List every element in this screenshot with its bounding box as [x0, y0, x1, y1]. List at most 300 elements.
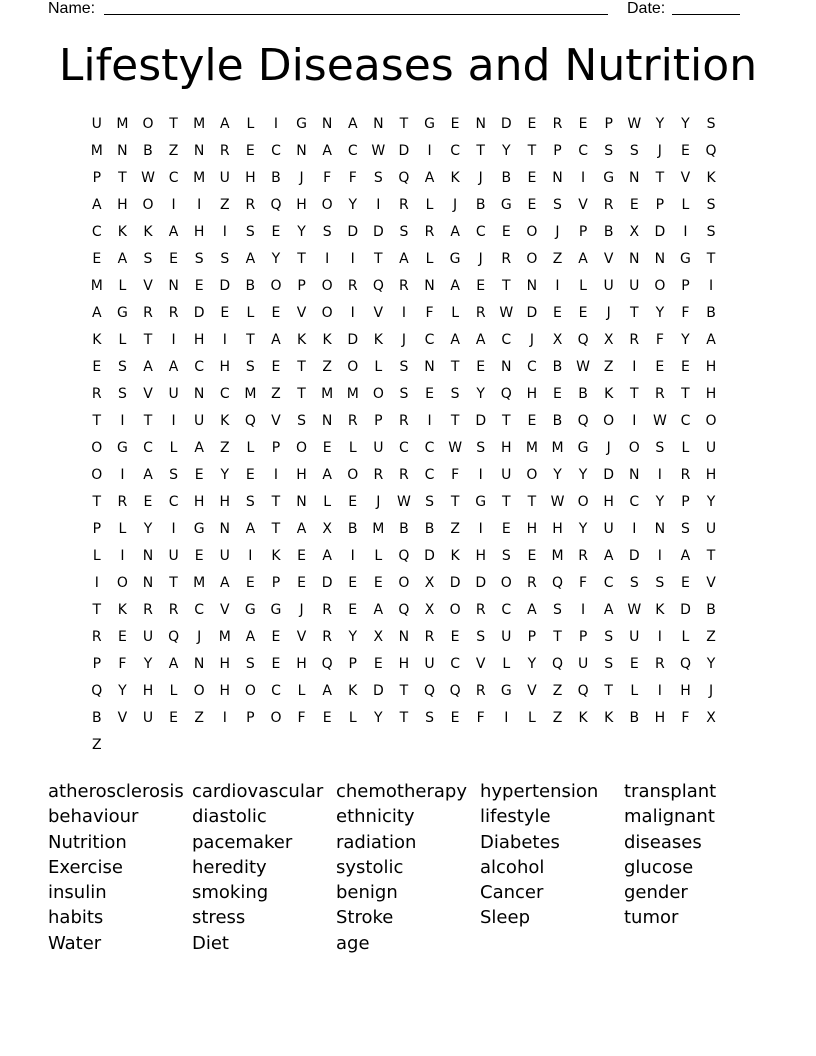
- grid-letter: R: [654, 386, 665, 402]
- grid-letter: L: [527, 710, 536, 726]
- grid-letter: O: [321, 278, 333, 294]
- grid-letter: O: [500, 575, 512, 591]
- grid-letter: Y: [655, 494, 665, 510]
- grid-letter: Z: [706, 629, 716, 645]
- grid-letter: H: [398, 656, 410, 672]
- grid-letter: O: [398, 575, 410, 591]
- grid-letter: N: [142, 548, 154, 564]
- grid-letter: R: [399, 467, 409, 483]
- grid-letter: O: [270, 710, 282, 726]
- grid-letter: S: [604, 656, 614, 672]
- word-list-item: transplant: [624, 781, 717, 802]
- grid-letter: Y: [706, 494, 716, 510]
- grid-letter: Y: [578, 467, 588, 483]
- grid-letter: B: [143, 143, 153, 159]
- grid-letter: Q: [168, 629, 180, 645]
- word-list-item: Stroke: [336, 907, 394, 929]
- grid-letter: Y: [348, 629, 358, 645]
- grid-letter: V: [603, 251, 614, 267]
- grid-letter: D: [475, 413, 487, 429]
- grid-letter: E: [297, 548, 306, 564]
- grid-letter: W: [576, 359, 590, 375]
- grid-letter: F: [451, 467, 460, 483]
- grid-letter: E: [501, 521, 511, 537]
- grid-letter: Z: [450, 521, 460, 537]
- grid-letter: B: [347, 521, 358, 537]
- grid-letter: T: [399, 683, 409, 699]
- grid-letter: E: [271, 359, 281, 375]
- grid-letter: E: [92, 251, 102, 267]
- grid-letter: Z: [168, 143, 179, 159]
- grid-letter: E: [373, 575, 383, 591]
- grid-letter: M: [244, 386, 257, 402]
- grid-letter: C: [271, 143, 281, 159]
- grid-letter: I: [248, 548, 253, 564]
- grid-letter: D: [603, 467, 615, 483]
- grid-letter: L: [630, 683, 639, 699]
- grid-letter: Q: [270, 197, 282, 213]
- grid-letter: Q: [398, 548, 410, 564]
- grid-letter: E: [527, 413, 537, 429]
- grid-letter: H: [219, 683, 231, 699]
- grid-letter: S: [117, 359, 127, 375]
- grid-letter: N: [142, 575, 154, 591]
- grid-letter: R: [424, 629, 435, 645]
- grid-letter: S: [117, 386, 127, 402]
- grid-letter: I: [708, 278, 714, 294]
- grid-letter: U: [219, 170, 230, 186]
- grid-letter: E: [297, 575, 306, 591]
- grid-letter: Z: [219, 197, 230, 213]
- grid-letter: U: [219, 548, 230, 564]
- grid-letter: E: [578, 116, 588, 132]
- grid-letter: F: [681, 710, 690, 726]
- grid-letter: T: [450, 359, 460, 375]
- grid-letter: O: [244, 683, 256, 699]
- word-list-item: insulin: [48, 882, 107, 904]
- grid-letter: F: [323, 170, 332, 186]
- grid-letter: D: [680, 602, 691, 618]
- grid-letter: T: [271, 521, 281, 537]
- grid-letter: O: [270, 278, 282, 294]
- grid-letter: E: [476, 359, 486, 375]
- grid-letter: T: [297, 251, 306, 267]
- grid-letter: S: [399, 224, 409, 240]
- grid-letter: M: [372, 521, 385, 537]
- grid-letter: S: [629, 143, 639, 159]
- grid-letter: K: [373, 332, 383, 348]
- grid-letter: T: [681, 386, 690, 402]
- grid-letter: T: [502, 413, 511, 429]
- grid-letter: S: [245, 359, 255, 375]
- grid-letter: O: [372, 386, 384, 402]
- grid-letter: E: [578, 305, 588, 321]
- grid-letter: T: [706, 548, 716, 564]
- grid-letter: D: [526, 305, 538, 321]
- word-list-item: Sleep: [480, 907, 531, 929]
- grid-letter: T: [450, 494, 460, 510]
- grid-letter: Y: [681, 116, 690, 132]
- grid-letter: J: [478, 251, 483, 267]
- grid-letter: R: [347, 413, 358, 429]
- grid-letter: I: [504, 710, 509, 726]
- grid-letter: E: [348, 575, 358, 591]
- grid-letter: W: [627, 116, 642, 132]
- grid-letter: H: [680, 683, 691, 699]
- grid-letter: J: [478, 170, 483, 186]
- grid-letter: L: [348, 710, 357, 726]
- grid-letter: Q: [424, 683, 436, 699]
- grid-letter: Y: [143, 521, 153, 537]
- grid-letter: N: [629, 251, 640, 267]
- grid-letter: P: [297, 278, 306, 294]
- grid-letter: E: [629, 197, 639, 213]
- grid-letter: A: [117, 251, 128, 267]
- grid-letter: N: [193, 386, 205, 402]
- grid-letter: N: [398, 629, 410, 645]
- grid-letter: A: [245, 629, 256, 645]
- grid-letter: R: [347, 278, 358, 294]
- grid-letter: X: [424, 602, 435, 618]
- grid-letter: A: [578, 251, 588, 267]
- grid-letter: R: [168, 602, 179, 618]
- grid-letter: L: [681, 629, 690, 645]
- grid-letter: H: [193, 332, 205, 348]
- grid-letter: I: [171, 197, 176, 213]
- grid-letter: U: [629, 629, 640, 645]
- grid-letter: S: [220, 251, 230, 267]
- grid-letter: T: [450, 413, 460, 429]
- word-list-item: lifestyle: [480, 806, 551, 828]
- grid-letter: J: [555, 224, 560, 240]
- grid-letter: D: [449, 575, 461, 591]
- grid-letter: J: [401, 332, 406, 348]
- grid-letter: I: [94, 575, 99, 591]
- grid-letter: O: [628, 440, 640, 456]
- grid-letter: Q: [577, 413, 589, 429]
- grid-letter: M: [90, 278, 103, 294]
- grid-letter: P: [271, 575, 281, 591]
- grid-letter: D: [398, 143, 410, 159]
- grid-letter: C: [399, 440, 409, 456]
- word-list-item: Diet: [192, 932, 229, 954]
- grid-letter: K: [117, 224, 127, 240]
- grid-letter: Y: [553, 467, 562, 483]
- grid-letter: I: [581, 602, 586, 618]
- grid-letter: S: [399, 359, 409, 375]
- grid-letter: B: [552, 359, 563, 375]
- grid-letter: A: [373, 602, 384, 618]
- grid-letter: N: [629, 467, 640, 483]
- grid-letter: I: [478, 521, 483, 537]
- grid-letter: H: [245, 170, 256, 186]
- grid-letter: A: [245, 251, 256, 267]
- grid-letter: H: [705, 386, 717, 402]
- grid-letter: A: [450, 224, 460, 240]
- grid-letter: A: [322, 548, 332, 564]
- grid-letter: P: [374, 413, 383, 429]
- grid-letter: V: [271, 413, 281, 429]
- grid-letter: P: [348, 656, 357, 672]
- grid-letter: H: [552, 521, 563, 537]
- grid-letter: Q: [679, 656, 691, 672]
- grid-letter: T: [629, 305, 639, 321]
- grid-letter: R: [475, 602, 486, 618]
- grid-letter: A: [296, 521, 307, 537]
- grid-letter: Q: [577, 332, 589, 348]
- grid-letter: E: [169, 710, 178, 726]
- grid-letter: V: [143, 386, 153, 402]
- grid-letter: E: [476, 278, 486, 294]
- grid-letter: O: [296, 440, 308, 456]
- grid-letter: H: [219, 656, 231, 672]
- grid-letter: T: [706, 251, 716, 267]
- grid-letter: K: [271, 548, 281, 564]
- grid-letter: P: [553, 143, 562, 159]
- grid-letter: C: [347, 143, 358, 159]
- grid-letter: I: [657, 683, 662, 699]
- word-list-item: Cancer: [480, 882, 544, 904]
- grid-letter: T: [246, 332, 255, 348]
- grid-letter: Q: [244, 413, 256, 429]
- grid-letter: O: [91, 440, 103, 456]
- grid-letter: T: [502, 278, 511, 294]
- grid-letter: M: [525, 440, 538, 456]
- grid-letter: X: [629, 224, 640, 240]
- grid-letter: T: [118, 170, 127, 186]
- grid-letter: J: [376, 494, 381, 510]
- grid-letter: O: [91, 467, 103, 483]
- grid-letter: J: [299, 602, 304, 618]
- grid-letter: R: [603, 197, 614, 213]
- grid-letter: Y: [578, 521, 588, 537]
- grid-letter: Z: [219, 440, 230, 456]
- grid-letter: I: [222, 224, 227, 240]
- grid-letter: Q: [398, 170, 410, 186]
- grid-letter: K: [143, 224, 153, 240]
- grid-letter: I: [657, 548, 662, 564]
- grid-letter: T: [374, 251, 383, 267]
- grid-letter: S: [245, 224, 255, 240]
- word-list-item: glucose: [624, 856, 694, 878]
- grid-letter: E: [450, 116, 460, 132]
- grid-letter: D: [372, 224, 384, 240]
- grid-letter: G: [116, 305, 128, 321]
- grid-letter: D: [347, 332, 359, 348]
- grid-letter: Z: [603, 359, 614, 375]
- grid-letter: I: [222, 710, 227, 726]
- grid-letter: U: [168, 386, 179, 402]
- date-field[interactable]: [672, 14, 740, 15]
- grid-letter: E: [271, 305, 281, 321]
- grid-letter: I: [581, 170, 586, 186]
- grid-letter: F: [681, 305, 690, 321]
- grid-letter: V: [143, 278, 153, 294]
- grid-letter: L: [681, 440, 690, 456]
- grid-letter: E: [220, 305, 230, 321]
- grid-letter: C: [603, 575, 614, 591]
- grid-letter: G: [500, 683, 512, 699]
- grid-letter: Y: [143, 656, 153, 672]
- grid-letter: D: [193, 305, 205, 321]
- grid-letter: P: [92, 521, 102, 537]
- grid-letter: H: [654, 710, 666, 726]
- grid-letter: T: [604, 683, 613, 699]
- grid-letter: E: [681, 359, 690, 375]
- grid-letter: V: [578, 197, 588, 213]
- grid-letter: A: [219, 116, 230, 132]
- word-list-item: diastolic: [192, 806, 267, 828]
- grid-letter: M: [193, 116, 206, 132]
- grid-letter: M: [193, 170, 206, 186]
- word-list-item: habits: [48, 907, 104, 929]
- grid-letter: N: [501, 359, 512, 375]
- grid-letter: H: [526, 521, 538, 537]
- grid-letter: K: [604, 386, 614, 402]
- grid-letter: Y: [527, 656, 537, 672]
- grid-letter: E: [553, 386, 562, 402]
- grid-letter: N: [321, 116, 333, 132]
- grid-letter: C: [424, 332, 435, 348]
- grid-letter: Q: [551, 656, 563, 672]
- grid-letter: B: [271, 170, 281, 186]
- grid-letter: I: [350, 251, 355, 267]
- grid-letter: I: [273, 116, 279, 132]
- grid-letter: P: [681, 494, 690, 510]
- grid-letter: T: [92, 602, 102, 618]
- grid-letter: I: [401, 305, 406, 321]
- grid-letter: Y: [118, 683, 127, 699]
- grid-letter: R: [399, 413, 409, 429]
- grid-letter: N: [219, 521, 230, 537]
- grid-letter: G: [603, 170, 615, 186]
- grid-letter: I: [657, 467, 662, 483]
- grid-letter: L: [348, 440, 357, 456]
- grid-letter: A: [450, 332, 460, 348]
- grid-letter: P: [681, 278, 690, 294]
- grid-letter: K: [450, 548, 460, 564]
- grid-letter: E: [425, 386, 434, 402]
- grid-letter: E: [527, 170, 537, 186]
- grid-letter: R: [245, 197, 256, 213]
- grid-letter: C: [168, 170, 179, 186]
- name-field[interactable]: [104, 14, 608, 15]
- grid-letter: J: [299, 170, 304, 186]
- grid-letter: B: [706, 305, 716, 321]
- grid-letter: T: [92, 413, 102, 429]
- grid-letter: K: [117, 602, 127, 618]
- grid-letter: P: [271, 440, 281, 456]
- grid-letter: S: [476, 440, 486, 456]
- word-list-item: Nutrition: [48, 831, 127, 853]
- grid-letter: S: [169, 467, 179, 483]
- grid-letter: S: [450, 386, 460, 402]
- grid-letter: C: [271, 683, 281, 699]
- grid-letter: E: [450, 629, 460, 645]
- grid-letter: E: [527, 116, 537, 132]
- grid-letter: A: [680, 548, 691, 564]
- word-list-item: atherosclerosis: [48, 781, 184, 802]
- word-list-item: heredity: [192, 856, 267, 878]
- grid-letter: T: [297, 359, 306, 375]
- grid-letter: C: [527, 359, 537, 375]
- grid-letter: S: [425, 494, 434, 510]
- word-list-item: benign: [336, 882, 398, 904]
- grid-letter: U: [194, 413, 205, 429]
- grid-letter: E: [527, 197, 537, 213]
- grid-letter: T: [143, 332, 153, 348]
- grid-letter: O: [577, 494, 589, 510]
- grid-letter: V: [219, 602, 230, 618]
- grid-letter: V: [527, 683, 537, 699]
- grid-letter: T: [271, 494, 281, 510]
- grid-letter: J: [606, 305, 611, 321]
- grid-letter: W: [499, 305, 514, 321]
- grid-letter: Y: [220, 467, 230, 483]
- grid-letter: A: [450, 278, 460, 294]
- grid-letter: S: [501, 548, 511, 564]
- grid-letter: N: [373, 116, 384, 132]
- grid-letter: S: [604, 143, 614, 159]
- grid-letter: L: [425, 251, 434, 267]
- grid-letter: Q: [705, 143, 717, 159]
- grid-letter: E: [245, 143, 255, 159]
- grid-letter: O: [526, 467, 538, 483]
- grid-letter: S: [476, 629, 486, 645]
- grid-letter: A: [219, 575, 230, 591]
- grid-letter: S: [194, 251, 204, 267]
- grid-letter: S: [655, 575, 665, 591]
- grid-letter: L: [169, 683, 178, 699]
- grid-letter: W: [627, 602, 642, 618]
- grid-letter: E: [450, 710, 460, 726]
- grid-letter: E: [169, 251, 178, 267]
- grid-letter: X: [322, 521, 332, 537]
- grid-letter: Q: [398, 602, 410, 618]
- grid-letter: Q: [577, 683, 589, 699]
- grid-letter: V: [117, 710, 128, 726]
- grid-letter: L: [118, 332, 127, 348]
- grid-letter: A: [399, 251, 409, 267]
- grid-letter: C: [194, 602, 205, 618]
- grid-letter: V: [296, 305, 307, 321]
- word-list-item: gender: [624, 882, 688, 904]
- grid-letter: L: [451, 305, 460, 321]
- grid-letter: G: [449, 251, 461, 267]
- grid-letter: U: [424, 656, 435, 672]
- grid-letter: I: [555, 278, 560, 294]
- grid-letter: I: [657, 629, 662, 645]
- grid-letter: N: [296, 143, 307, 159]
- grid-letter: Q: [91, 683, 103, 699]
- grid-letter: Z: [92, 737, 102, 753]
- grid-letter: I: [197, 197, 202, 213]
- grid-letter: I: [478, 467, 483, 483]
- grid-letter: V: [475, 656, 486, 672]
- grid-letter: L: [92, 548, 101, 564]
- grid-letter: G: [424, 116, 435, 132]
- word-list: [48, 779, 768, 956]
- grid-letter: U: [142, 710, 154, 726]
- grid-letter: U: [705, 440, 717, 456]
- grid-letter: L: [297, 683, 306, 699]
- grid-letter: B: [578, 386, 588, 402]
- grid-letter: L: [246, 305, 255, 321]
- grid-letter: T: [553, 629, 562, 645]
- word-list-item: systolic: [336, 856, 404, 878]
- grid-letter: A: [194, 440, 204, 456]
- grid-letter: I: [683, 224, 688, 240]
